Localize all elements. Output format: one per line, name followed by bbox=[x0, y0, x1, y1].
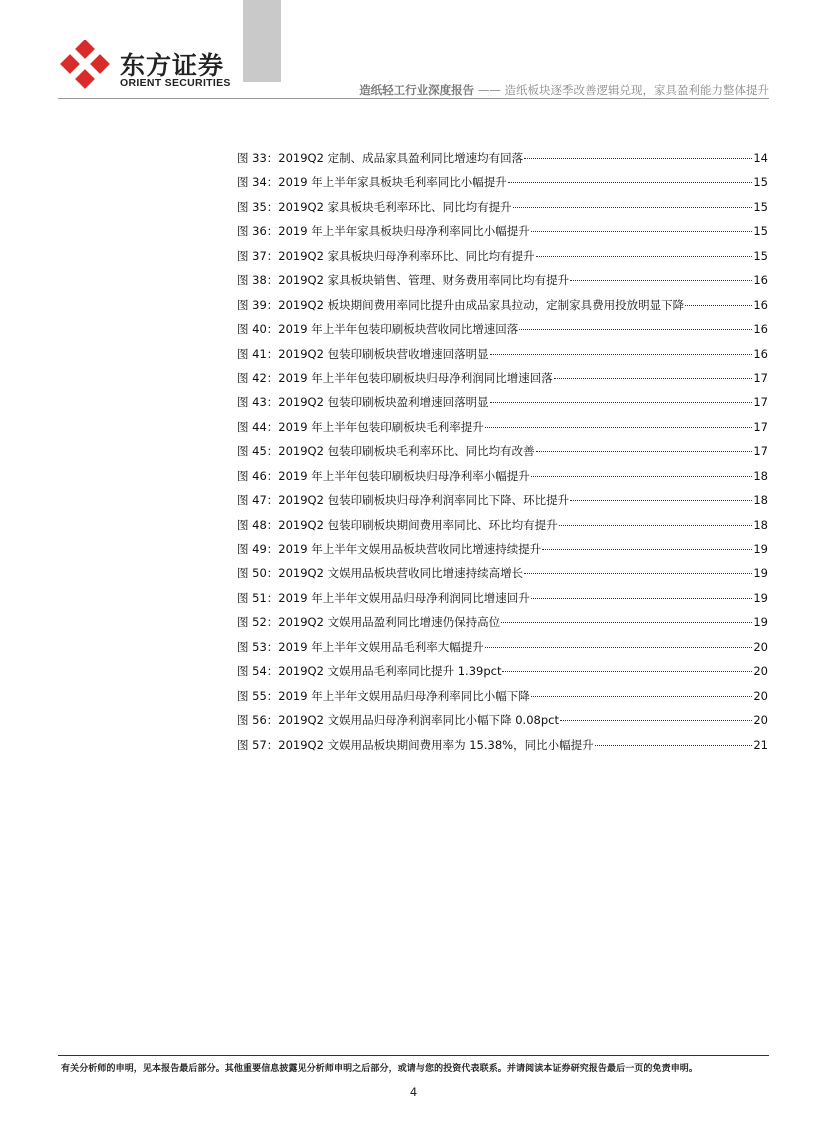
toc-entry-title: 图 40：2019 年上半年包装印刷板块营收同比增速回落 bbox=[237, 322, 519, 337]
toc-entry-title: 图 56：2019Q2 文娱用品归母净利润率同比小幅下降 0.08pct bbox=[237, 713, 559, 728]
toc-entry-page: 17 bbox=[753, 419, 768, 434]
toc-entry-title: 图 38：2019Q2 家具板块销售、管理、财务费用率同比均有提升 bbox=[237, 273, 570, 288]
toc-leader-dots bbox=[490, 342, 753, 355]
toc-entry-page: 19 bbox=[753, 615, 768, 630]
toc-entry-title: 图 41：2019Q2 包装印刷板块营收增速回落明显 bbox=[237, 346, 489, 361]
toc-entry-title: 图 45：2019Q2 包装印刷板块毛利率环比、同比均有改善 bbox=[237, 444, 535, 459]
toc-leader-dots bbox=[531, 219, 753, 232]
brand-logo bbox=[60, 40, 235, 92]
toc-entry-title: 图 57：2019Q2 文娱用品板块期间费用率为 15.38%，同比小幅提升 bbox=[237, 737, 594, 752]
toc-entry-page: 18 bbox=[753, 493, 768, 508]
toc-entry-title: 图 36：2019 年上半年家具板块归母净利率同比小幅提升 bbox=[237, 224, 530, 239]
toc-entry-title: 图 42：2019 年上半年包装印刷板块归母净利润同比增速回落 bbox=[237, 370, 553, 385]
report-title: 造纸板块逐季改善逻辑兑现，家具盈利能力整体提升 bbox=[504, 83, 769, 97]
orient-securities-emblem-icon bbox=[60, 40, 110, 90]
toc-leader-dots bbox=[502, 659, 752, 672]
toc-entry-page: 19 bbox=[753, 542, 768, 556]
toc-entry-page: 15 bbox=[753, 224, 768, 239]
toc-entry-page: 16 bbox=[753, 346, 768, 361]
toc-entry-title: 图 35：2019Q2 家具板块毛利率环比、同比均有提升 bbox=[237, 199, 512, 214]
toc-leader-dots bbox=[570, 268, 752, 281]
toc-entry-page: 16 bbox=[753, 273, 768, 288]
toc-entry-title: 图 49：2019 年上半年文娱用品板块营收同比增速持续提升 bbox=[237, 542, 542, 556]
toc-leader-dots bbox=[508, 170, 753, 183]
toc-leader-dots bbox=[485, 635, 753, 648]
brand-name-en: ORIENT SECURITIES bbox=[120, 77, 231, 89]
toc-entry-page: 19 bbox=[753, 590, 768, 605]
toc-entry-page: 14 bbox=[753, 151, 768, 165]
toc-entry-title: 图 52：2019Q2 文娱用品盈利同比增速仍保持高位 bbox=[237, 615, 501, 630]
toc-leader-dots bbox=[531, 464, 753, 477]
toc-leader-dots bbox=[685, 293, 752, 306]
toc-leader-dots bbox=[531, 684, 753, 697]
toc-entry-page: 17 bbox=[753, 395, 768, 410]
toc-leader-dots bbox=[542, 537, 752, 550]
toc-entry-page: 19 bbox=[753, 566, 768, 581]
toc-entry-page: 15 bbox=[753, 199, 768, 214]
page-number: 4 bbox=[409, 1085, 418, 1099]
toc-entry-page: 15 bbox=[753, 248, 768, 263]
toc-leader-dots bbox=[501, 610, 752, 623]
toc-leader-dots bbox=[570, 488, 752, 501]
header-divider bbox=[58, 98, 769, 99]
toc-leader-dots bbox=[554, 366, 753, 379]
toc-leader-dots bbox=[524, 146, 752, 159]
toc-entry-title: 图 55：2019 年上半年文娱用品归母净利率同比小幅下降 bbox=[237, 688, 530, 703]
toc-entry-title: 图 46：2019 年上半年包装印刷板块归母净利率小幅提升 bbox=[237, 468, 530, 483]
toc-entry-page: 15 bbox=[753, 175, 768, 190]
toc-entry-title: 图 34：2019 年上半年家具板块毛利率同比小幅提升 bbox=[237, 175, 507, 190]
toc-entry-page: 16 bbox=[753, 322, 768, 337]
report-type: 造纸轻工行业深度报告 bbox=[359, 83, 475, 97]
toc-entry-page: 16 bbox=[753, 297, 768, 312]
toc-entry-title: 图 48：2019Q2 包装印刷板块期间费用率同比、环比均有提升 bbox=[237, 517, 558, 532]
toc-entry-page: 20 bbox=[753, 639, 768, 654]
toc-entry-title: 图 39：2019Q2 板块期间费用率同比提升由成品家具拉动，定制家具费用投放明显下降 bbox=[237, 297, 685, 312]
toc-entry-title: 图 54：2019Q2 文娱用品毛利率同比提升 1.39pct bbox=[237, 664, 502, 679]
footer-divider bbox=[58, 1055, 769, 1056]
toc-entry-title: 图 33：2019Q2 定制、成品家具盈利同比增速均有回落 bbox=[237, 151, 524, 165]
toc-leader-dots bbox=[536, 439, 753, 452]
toc-leader-dots bbox=[531, 586, 753, 599]
toc-entry-title: 图 53：2019 年上半年文娱用品毛利率大幅提升 bbox=[237, 639, 484, 654]
toc-leader-dots bbox=[560, 708, 752, 721]
report-header bbox=[359, 82, 769, 98]
header-separator: —— bbox=[474, 83, 505, 97]
toc-leader-dots bbox=[513, 195, 753, 208]
toc-entry-title: 图 44：2019 年上半年包装印刷板块毛利率提升 bbox=[237, 419, 484, 434]
toc-entry-page: 17 bbox=[753, 370, 768, 385]
toc-leader-dots bbox=[490, 390, 753, 403]
toc-entry-title: 图 50：2019Q2 文娱用品板块营收同比增速持续高增长 bbox=[237, 566, 524, 581]
toc-entry-page: 20 bbox=[753, 688, 768, 703]
figure-index-list bbox=[237, 149, 768, 760]
toc-entry-title: 图 43：2019Q2 包装印刷板块盈利增速回落明显 bbox=[237, 395, 489, 410]
toc-entry-title: 图 37：2019Q2 家具板块归母净利率环比、同比均有提升 bbox=[237, 248, 535, 263]
toc-entry-title: 图 51：2019 年上半年文娱用品归母净利润同比增速回升 bbox=[237, 590, 530, 605]
toc-entry-title: 图 47：2019Q2 包装印刷板块归母净利润率同比下降、环比提升 bbox=[237, 493, 570, 508]
toc-leader-dots bbox=[485, 415, 753, 428]
brand-name-cn: 东方证券 bbox=[120, 51, 225, 80]
toc-entry-page: 20 bbox=[753, 713, 768, 728]
toc-entry[interactable] bbox=[237, 736, 768, 760]
toc-entry-page: 20 bbox=[753, 664, 768, 679]
toc-leader-dots bbox=[559, 513, 753, 526]
toc-entry-page: 18 bbox=[753, 517, 768, 532]
toc-leader-dots bbox=[595, 733, 753, 746]
footer-disclaimer: 有关分析师的申明，见本报告最后部分。其他重要信息披露见分析师申明之后部分，或请与您的投资代表联系。并请阅读本证券研究报告最后一页的免责申明。 bbox=[61, 1064, 699, 1074]
toc-entry-page: 17 bbox=[753, 444, 768, 459]
toc-entry-page: 21 bbox=[753, 737, 768, 752]
toc-leader-dots bbox=[524, 561, 752, 574]
toc-leader-dots bbox=[519, 317, 752, 330]
toc-leader-dots bbox=[536, 244, 753, 257]
toc-entry-page: 18 bbox=[753, 468, 768, 483]
header-gray-tab bbox=[243, 0, 281, 82]
